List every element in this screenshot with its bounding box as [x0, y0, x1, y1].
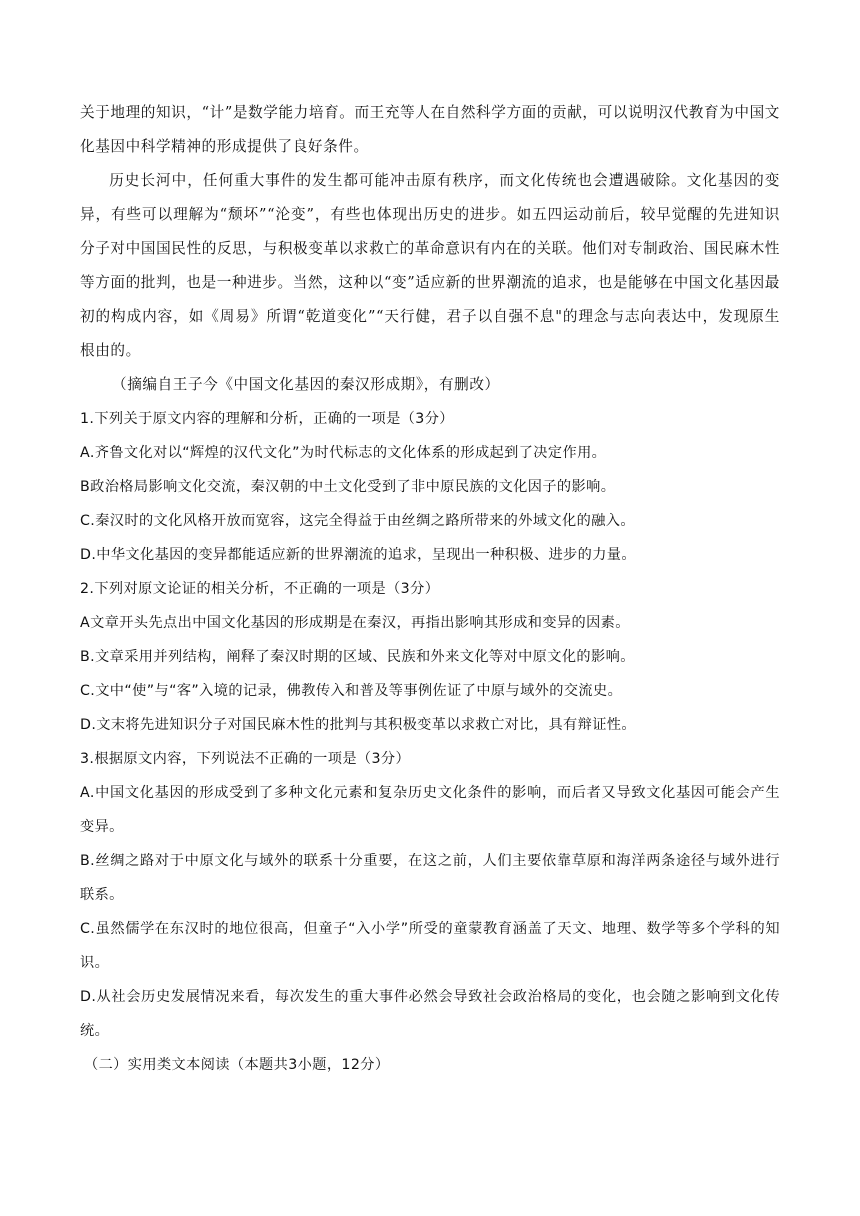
passage-paragraph: 历史长河中，任何重大事件的发生都可能冲击原有秩序，而文化传统也会遭遇破除。文化基因的变异，有些可以理解为“颓坏”“沦变”，有些也体现出历史的进步。如五四运动前后，较早觉醒的先进知识分子对中国国民性的反思，与积极变革以求救亡的革命意识有内在的关联。他们对专制政治、国民麻木性等方面的批判，也是一种进步。当然，这种以“变”适应新的世界潮流的追求，也是能够在中国文化基因最初的构成内容，如《周易》所谓“乾道变化”“天行健，君子以自强不息"的理念与志向表达中，发现原生根由的。 [80, 172, 780, 359]
option-b: B政治格局影响文化交流，秦汉朝的中土文化受到了非中原民族的文化因子的影响。 [80, 479, 616, 495]
question-3 [80, 742, 780, 1048]
option-b: B.丝绸之路对于中原文化与域外的联系十分重要，在这之前，人们主要依靠草原和海洋两条途径与域外进行联系。 [80, 853, 780, 903]
option-b: B.文章采用并列结构，阐释了秦汉时期的区域、民族和外来文化等对中原文化的影响。 [80, 649, 635, 665]
option-c: C.秦汉时的文化风格开放而宽容，这完全得益于由丝绸之路所带来的外域文化的融入。 [80, 513, 635, 529]
option-a: A.齐鲁文化对以“辉煌的汉代文化”为时代标志的文化体系的形成起到了决定作用。 [80, 445, 607, 461]
question-2 [80, 572, 780, 742]
option-d: D.从社会历史发展情况来看，每次发生的重大事件必然会导致社会政治格局的变化，也会随之影响到文化传统。 [80, 989, 780, 1039]
document-page [80, 96, 780, 1082]
question-stem: 1.下列关于原文内容的理解和分析，正确的一项是（3分） [80, 411, 454, 427]
option-d: D.中华文化基因的变异都能适应新的世界潮流的追求，呈现出一种积极、进步的力量。 [80, 547, 636, 563]
option-c: C.虽然儒学在东汉时的地位很高，但童子“入小学”所受的童蒙教育涵盖了天文、地理、数学等多个学科的知识。 [80, 921, 780, 971]
option-a: A.中国文化基因的形成受到了多种文化元素和复杂历史文化条件的影响，而后者又导致文化基因可能会产生变异。 [80, 785, 780, 835]
question-stem: 3.根据原文内容，下列说法不正确的一项是（3分） [80, 751, 411, 767]
question-1 [80, 402, 780, 572]
passage-source: （摘编自王子今《中国文化基因的秦汉形成期》，有删改） [112, 376, 500, 393]
option-c: C.文中“使”与“客”入境的记录，佛教传入和普及等事例佐证了中原与域外的交流史。 [80, 683, 623, 699]
option-d: D.文末将先进知识分子对国民麻木性的批判与其积极变革以求救亡对比，具有辩证性。 [80, 717, 636, 733]
question-stem: 2.下列对原文论证的相关分析，不正确的一项是（3分） [80, 581, 440, 597]
section-heading: （二）实用类文本阅读（本题共3小题，12分） [84, 1057, 390, 1073]
option-a: A文章开头先点出中国文化基因的形成期是在秦汉，再指出影响其形成和变异的因素。 [80, 615, 630, 631]
passage-paragraph: 关于地理的知识，“计”是数学能力培育。而王充等人在自然科学方面的贡献，可以说明汉代教育为中国文化基因中科学精神的形成提供了良好条件。 [80, 104, 780, 155]
